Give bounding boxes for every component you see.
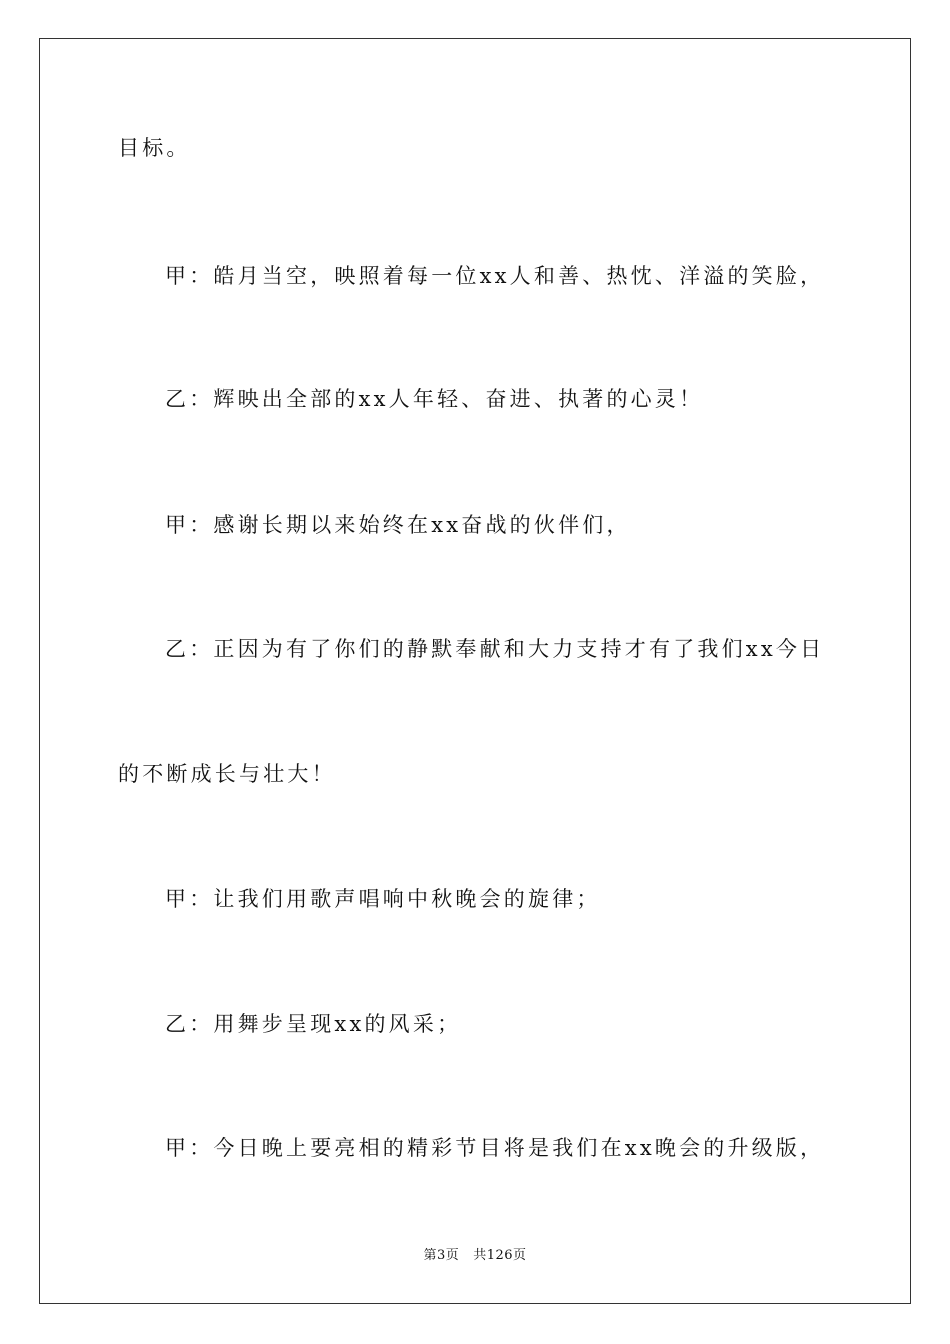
paragraph-line: 乙：用舞步呈现xx的风采； xyxy=(165,1012,462,1036)
paragraph-line: 目标。 xyxy=(118,136,191,160)
paragraph-line: 乙：正因为有了你们的静默奉献和大力支持才有了我们xx今日 xyxy=(165,637,825,661)
paragraph-line: 甲：皓月当空，映照着每一位xx人和善、热忱、洋溢的笑脸， xyxy=(165,264,825,288)
page-total: 共126页 xyxy=(473,1248,527,1263)
paragraph-line: 甲：今日晚上要亮相的精彩节目将是我们在xx晚会的升级版， xyxy=(165,1136,825,1160)
page-number: 第3页 xyxy=(423,1248,460,1263)
paragraph-line: 甲：感谢长期以来始终在xx奋战的伙伴们， xyxy=(165,513,631,537)
paragraph-line: 乙：辉映出全部的xx人年轻、奋进、执著的心灵！ xyxy=(165,387,704,411)
paragraph-line: 的不断成长与壮大！ xyxy=(118,762,336,786)
page-footer xyxy=(0,1248,950,1264)
paragraph-line: 甲：让我们用歌声唱响中秋晚会的旋律； xyxy=(165,887,601,911)
page-frame xyxy=(39,38,911,1304)
